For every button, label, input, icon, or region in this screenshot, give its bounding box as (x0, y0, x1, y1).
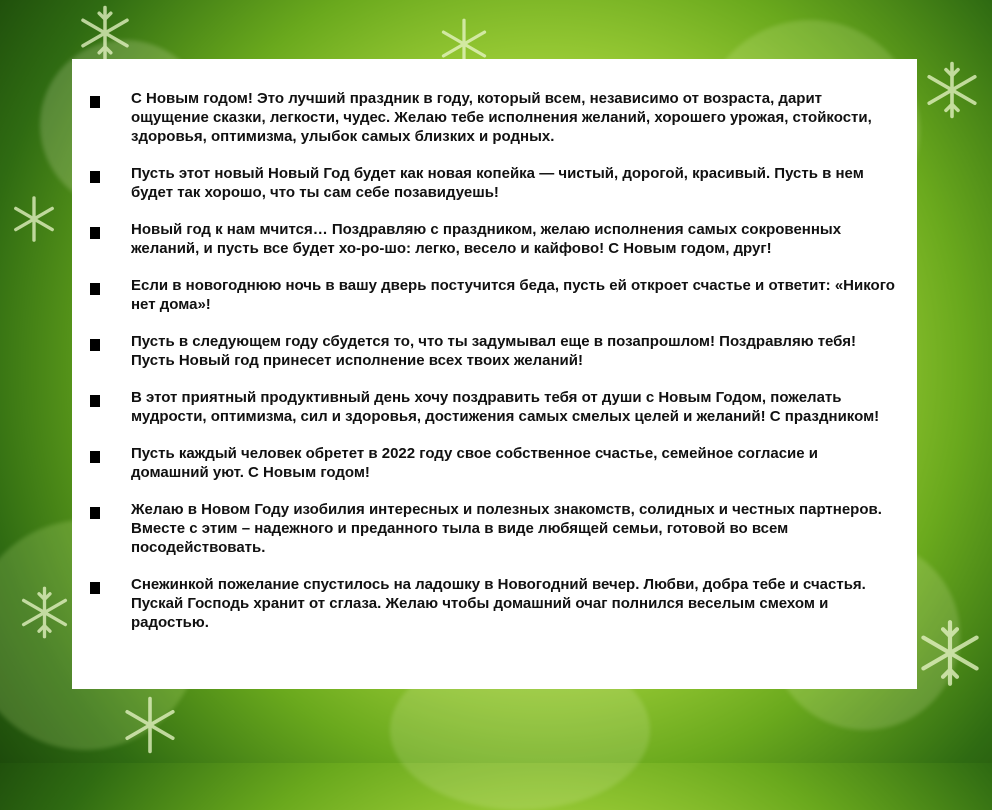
wish-text: Пусть каждый человек обретет в 2022 году свое собственное счастье, семейное согласие и домашний уют. С Новым годом! (131, 445, 818, 481)
bullet-icon (90, 582, 100, 594)
bullet-icon (90, 451, 100, 463)
wish-text: Желаю в Новом Году изобилия интересных и полезных знакомств, солидных и честных партнеров. Вместе с этим – надежного и преданного тыла в виде любящей семьи, готовой во всем посодействовать. (131, 501, 882, 556)
wish-text: В этот приятный продуктивный день хочу поздравить тебя от души с Новым Годом, пожелать мудрости, оптимизма, сил и здоровья, достижения самых смелых целей и желаний! С праздником! (131, 389, 880, 425)
bullet-icon (90, 395, 100, 407)
bullet-icon (90, 339, 100, 351)
wish-text: Пусть этот новый Новый Год будет как новая копейка — чистый, дорогой, красивый. Пусть в нем будет так хорошо, что ты сам себе позавидуешь! (131, 165, 864, 201)
list-item (72, 575, 899, 632)
wish-text: Пусть в следующем году сбудется то, что ты задумывал еще в позапрошлом! Поздравляю тебя! Пусть Новый год принесет исполнение всех твоих желаний! (131, 333, 856, 369)
wish-text: Снежинкой пожелание спустилось на ладошку в Новогодний вечер. Любви, добра тебе и счастья. Пускай Господь хранит от сглаза. Желаю чтобы домашний очаг полнился веселым смехом и радостью. (131, 576, 866, 631)
wish-text: Новый год к нам мчится… Поздравляю с праздником, желаю исполнения самых сокровенных желаний, и пусть все будет хо-ро-шо: легко, весело и кайфово! С Новым годом, друг! (131, 221, 842, 257)
bullet-icon (90, 96, 100, 108)
wishes-card (72, 59, 917, 689)
wish-text: Если в новогоднюю ночь в вашу дверь постучится беда, пусть ей откроет счастье и ответит: «Никого нет дома»! (131, 277, 895, 313)
snowflake-icon (922, 60, 982, 120)
snowflake-icon (120, 695, 180, 755)
snowflake-icon (76, 4, 134, 62)
wishes-list (72, 89, 899, 632)
list-item (72, 276, 899, 314)
list-item (72, 89, 899, 146)
bullet-icon (90, 171, 100, 183)
list-item (72, 500, 899, 557)
list-item (72, 444, 899, 482)
bullet-icon (90, 507, 100, 519)
list-item (72, 164, 899, 202)
bullet-icon (90, 283, 100, 295)
list-item (72, 220, 899, 258)
snowflake-icon (10, 195, 58, 243)
snowflake-icon (915, 618, 985, 688)
bullet-icon (90, 227, 100, 239)
list-item (72, 332, 899, 370)
wish-text: С Новым годом! Это лучший праздник в году, который всем, независимо от возраста, дарит ощущение сказки, легкости, чудес. Желаю тебе исполнения желаний, хорошего урожая, стойкости, здоровья, оптимизма, улыбок самых близких и родных. (131, 90, 872, 145)
list-item (72, 388, 899, 426)
snowflake-icon (17, 585, 72, 640)
